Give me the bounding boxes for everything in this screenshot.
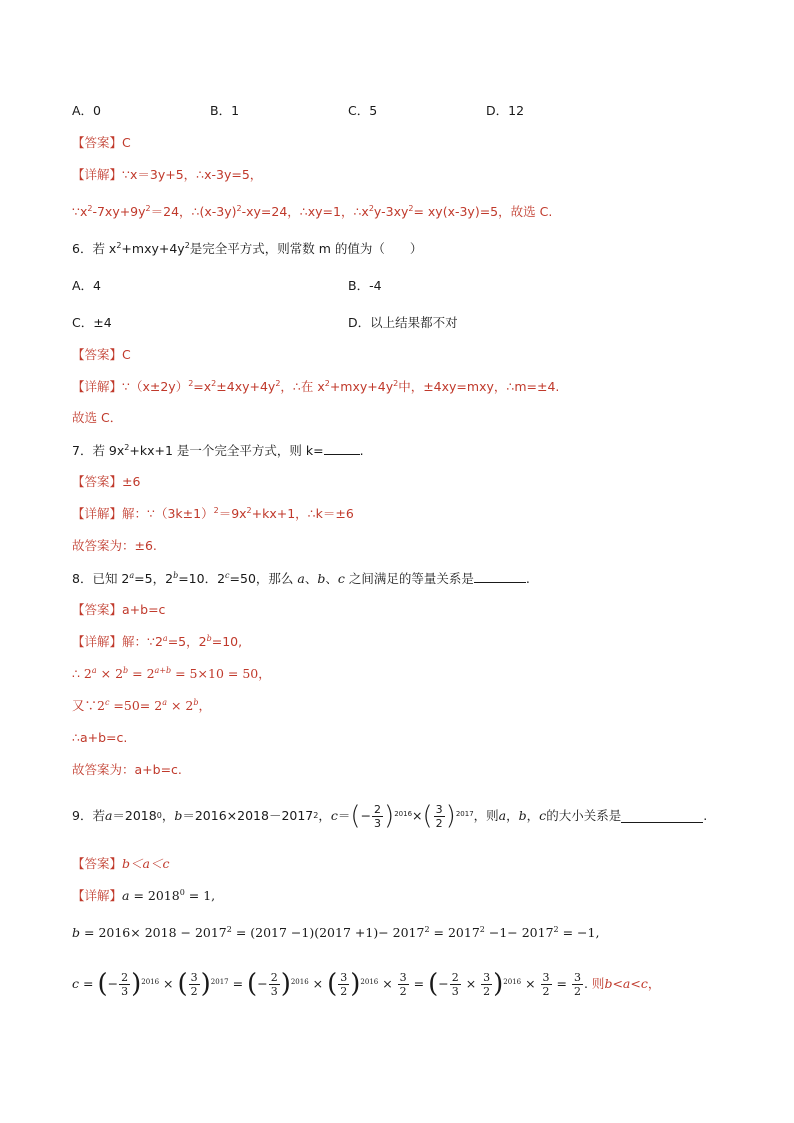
q9-detail-3: c = ( − $\frac{2}{3}$ ) 2016 × ( $\frac{3}{2}$ ) 2017 = ( − $\frac{2}{3}$ ) 2016 × ( $\frac{3}{2}$ ) 2016 × $\frac{3}{2}$ = ( − $\frac{2}{3}$ × $\frac{3}{2}$ ) 2016 × $\frac{3}{2}$ = $\frac{3}{2}$ . 则 b<a<c ， <box>72 969 661 999</box>
q6-detail: 【详解】$\because(x\pm 2y)^2=x^2\pm 4xy+4y^2$，∴在 $x^2+mxy+4y^2$中，±4xy=mxy，∴m=±4. <box>72 378 560 394</box>
q8-detail-1: 【详解】解：$\because 2^a=5$，$2^b=10$, <box>72 633 243 649</box>
q5-answer <box>72 134 131 152</box>
q5-choice-c: C．5 <box>348 103 378 118</box>
q6-answer: 【答案】C <box>72 347 131 362</box>
q8-stem: 8．已知 $2^a=5$，$2^b=10$．$2^c=50$，那么 a、b、c 之间满足的等量关系是 . <box>72 570 530 586</box>
q8-conclusion: 故答案为：a+b=c. <box>72 762 182 777</box>
q8-detail-2: ∴ $2^a \times 2^b = 2^{a+b} = 5\times 10 = 50$， <box>72 665 271 681</box>
q9-detail-1: 【详解】$a = 2018^0 = 1$, <box>72 887 216 903</box>
answer-blank <box>474 569 526 583</box>
q6-stem: 6．若 $x^2+mxy+4y^2$是完全平方式，则常数 m 的值为（ ） <box>72 240 423 256</box>
q5-detail-2: $\because x^2-7xy+9y^2=24$，$\therefore(x-3y)^2-xy=24$，∴xy=1，$\therefore x^2y-3xy^2= xy(x-3y)=5$，故选 C. <box>72 203 553 219</box>
q7-stem: 7．若 $9x^2+kx+1$ 是一个完全平方式，则 k= . <box>72 442 364 458</box>
q6-choice-d: D．以上结果都不对 <box>348 315 458 330</box>
fraction: $\frac{3}{2}$ <box>435 802 443 830</box>
q5-choice-a: A．0 <box>72 103 102 118</box>
answer-blank <box>621 809 703 823</box>
answer-tag: 【答案】 <box>72 135 123 150</box>
q9-detail-2: $b = 2016\times 2018 - 2017^2 = (2017 -1)(2017 +1)- 2017^2 = 2017^2 -1- 2017^2 = -1$, <box>72 924 600 940</box>
q7-conclusion: 故答案为：±6. <box>72 538 157 553</box>
detail-tag: 【详解】 <box>72 167 123 182</box>
q7-detail: 【详解】解：$\because(3k\pm 1)^2=9x^2+kx+1$，∴k＝±6 <box>72 505 354 521</box>
q6-choice-a: A．4 <box>72 278 102 293</box>
q8-detail-3: 又$\because 2^c =50= 2^a \times 2^b$， <box>72 697 211 713</box>
q8-answer: 【答案】a+b=c <box>72 602 166 617</box>
q7-answer: 【答案】±6 <box>72 474 141 489</box>
q8-detail-4: ∴a+b=c. <box>72 730 128 745</box>
q5-choice-b: B．1 <box>210 103 240 118</box>
q9-stem: 9．若 a ＝2018 0 ， b ＝2016×2018－2017 2 ， c ＝ ( − $\frac{2}{3}$ ) 2016 × ( $\frac{3}{2}$ ) 2017 ，则 a ， b ， c 的大小关系是 . <box>72 801 708 831</box>
detail-text: ∵x＝3y+5，∴x-3y=5， <box>122 167 263 182</box>
q6-conclusion: 故选 C． <box>72 410 123 425</box>
answer-value: C <box>122 135 131 150</box>
q6-choice-b: B．-4 <box>348 278 382 293</box>
q6-choice-c: C．±4 <box>72 315 112 330</box>
fraction: $\frac{2}{3}$ <box>374 802 382 830</box>
answer-blank <box>324 441 360 455</box>
q5-choice-d: D．12 <box>486 103 525 118</box>
q9-answer: 【答案】b＜a＜c <box>72 856 170 871</box>
q5-detail-1 <box>72 166 262 184</box>
